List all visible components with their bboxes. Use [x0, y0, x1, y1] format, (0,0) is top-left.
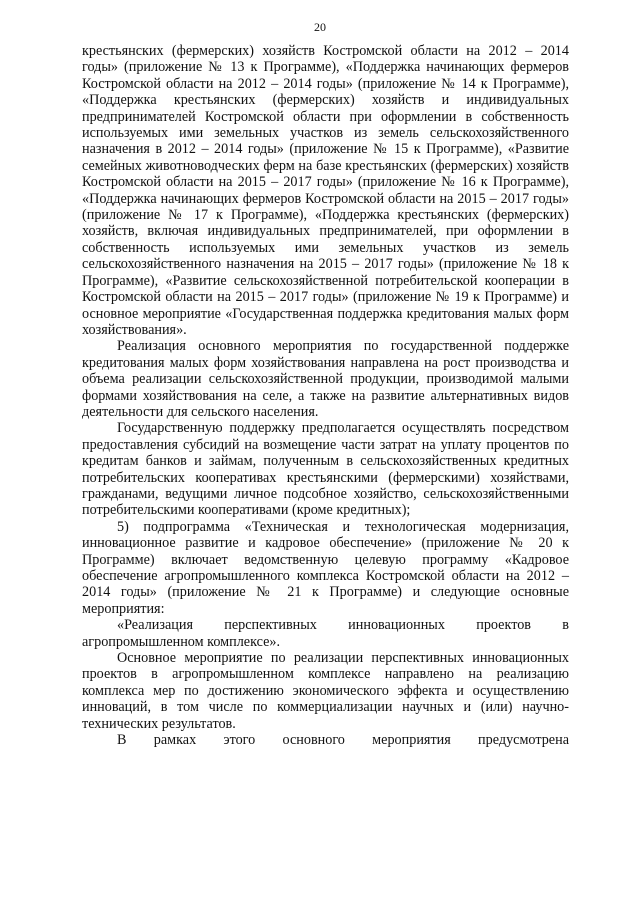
paragraph-state-support: Государственную поддержку предполагается осуществлять посредством предоставления субсидий на возмещение части затрат на уплату процентов по кредитам банков и займам, полученным в сельскохозяйственных кредитных потребительских кооперативах крестьянскими (фермерскими) хозяйствами, гражданами, ведущими личное подсобное хозяйство, сельскохозяйственными потребительскими кооперативами (кроме кредитных); — [82, 420, 569, 519]
document-body — [82, 43, 569, 748]
paragraph-continuation: В рамках этого основного мероприятия предусмотрена — [117, 732, 569, 749]
paragraph-innovation-projects: «Реализация перспективных инновационных проектов в агропромышленном комплексе». — [82, 617, 569, 650]
paragraph-main-activity: Основное мероприятие по реализации перспективных инновационных проектов в агропромышленном комплексе направлено на реализацию комплекса мер по достижению экономического эффекта и осуществлению инноваций, в том числе по коммерциализации научных и (или) научно-технических результатов. — [82, 650, 569, 732]
paragraph-credit-support: Реализация основного мероприятия по государственной поддержке кредитования малых форм хозяйствования направлена на рост производства и объема реализации сельскохозяйственной продукции, производимой малыми формами хозяйствования на селе, а также на развитие альтернативных видов деятельности для сельского населения. — [82, 338, 569, 420]
paragraph-subprogram-list: крестьянских (фермерских) хозяйств Костромской области на 2012 – 2014 годы» (приложение № 13 к Программе), «Поддержка начинающих фермеров Костромской области на 2012 – 2014 годы» (приложение № 14 к Программе), «Поддержка крестьянских (фермерских) хозяйств и индивидуальных предпринимателей Костромской области при оформлении в собственность используемых ими земельных участков из земель сельскохозяйственного назначения в 2012 – 2014 годы» (приложение № 15 к Программе), «Развитие семейных животноводческих ферм на базе крестьянских (фермерских) хозяйств Костромской области на 2015 – 2017 годы» (приложение № 16 к Программе), «Поддержка начинающих фермеров Костромской области на 2015 – 2017 годы» (приложение № 17 к Программе), «Поддержка крестьянских (фермерских) хозяйств, включая индивидуальных предпринимателей, при оформлении в собственность используемых ими земельных участков из земель сельскохозяйственного назначения на 2015 – 2017 годы» (приложение № 18 к Программе), «Развитие сельскохозяйственной потребительской кооперации в Костромской области на 2015 – 2017 годы» (приложение № 19 к Программе) и основное мероприятие «Государственная поддержка кредитования малых форм хозяйствования». — [82, 43, 569, 338]
page-number: 20 — [314, 20, 326, 34]
paragraph-subprogram-5: 5) подпрограмма «Техническая и технологическая модернизация, инновационное развитие и кадровое обеспечение» (приложение № 20 к Программе) включает ведомственную целевую программу «Кадровое обеспечение агропромышленного комплекса Костромской области на 2012 – 2014 годы» (приложение № 21 к Программе) и следующие основные мероприятия: — [82, 518, 569, 617]
